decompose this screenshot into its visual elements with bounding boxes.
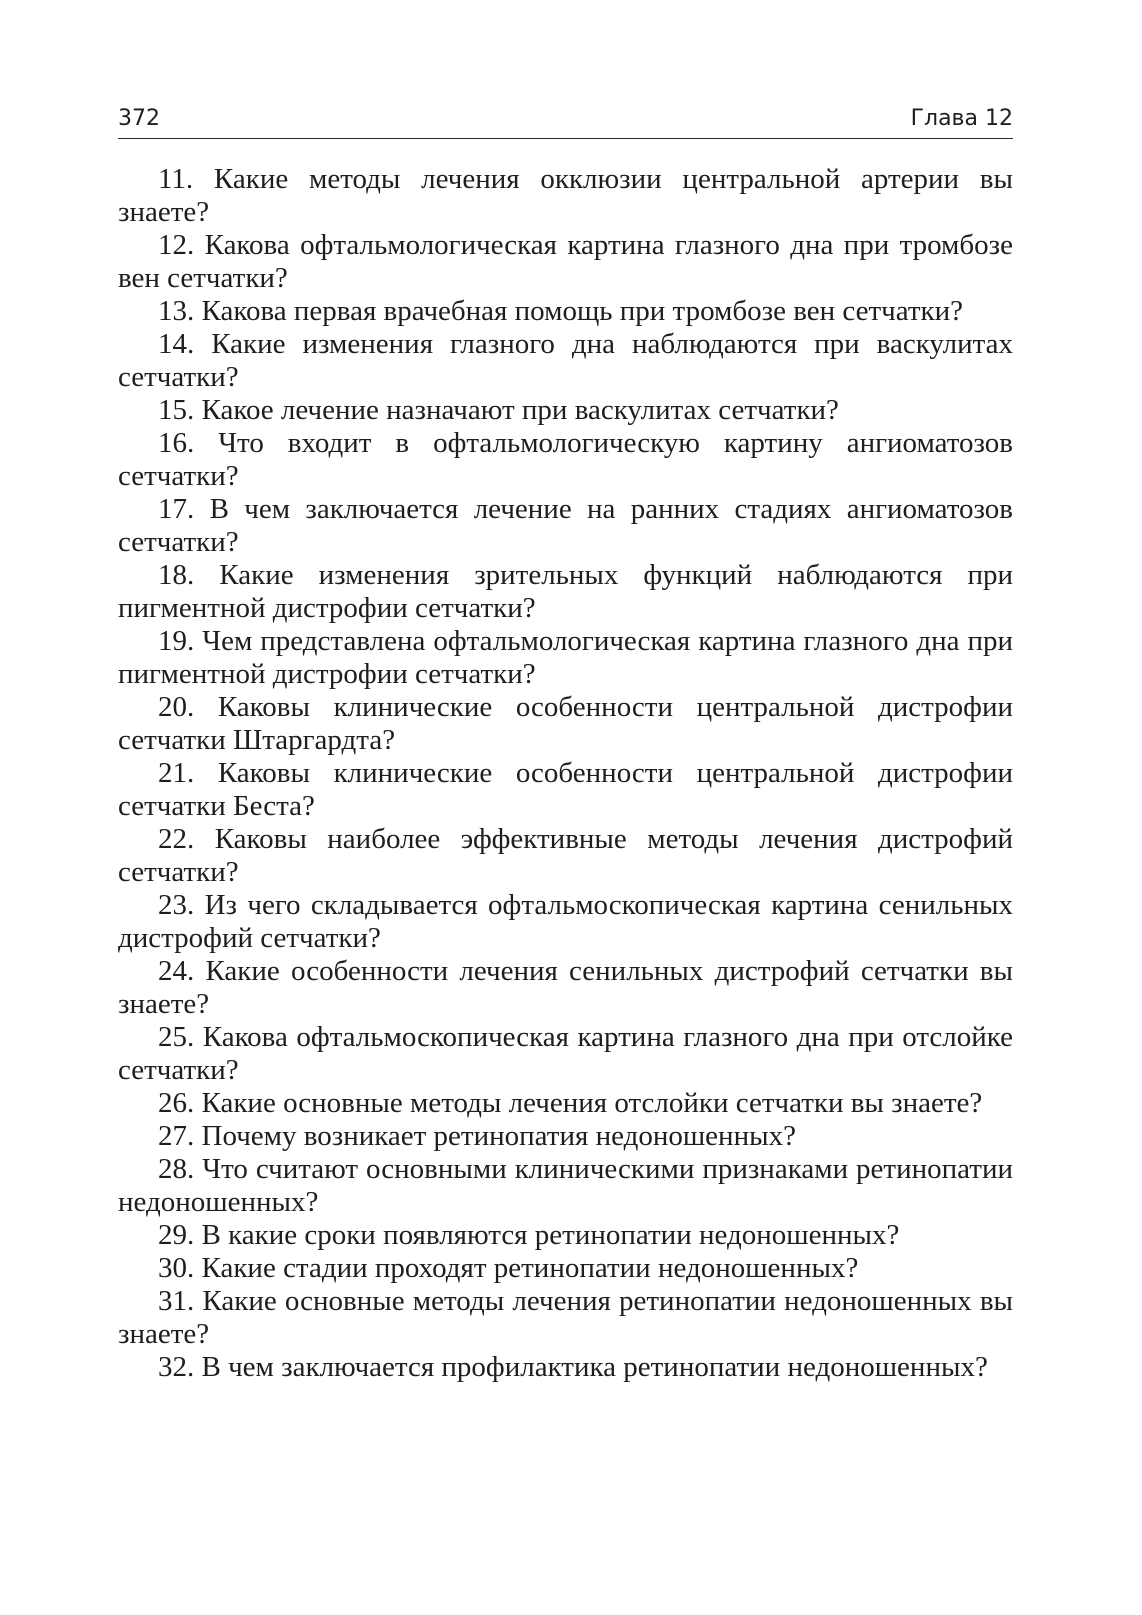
question-20: 20. Каковы клинические особенности центральной дистрофии сетчатки Штаргардта? xyxy=(118,691,1013,756)
question-22: 22. Каковы наиболее эффективные методы лечения дистрофий сетчатки? xyxy=(118,823,1013,888)
question-23: 23. Из чего складывается офтальмоскопическая картина сенильных дистрофий сетчатки? xyxy=(118,889,1013,954)
question-27: 27. Почему возникает ретинопатия недоношенных? xyxy=(158,1120,796,1152)
question-21: 21. Каковы клинические особенности центральной дистрофии сетчатки Беста? xyxy=(118,757,1013,822)
question-18: 18. Какие изменения зрительных функций наблюдаются при пигментной дистрофии сетчатки? xyxy=(118,559,1013,624)
question-31: 31. Какие основные методы лечения ретинопатии недоношенных вы знаете? xyxy=(118,1285,1013,1350)
question-13: 13. Какова первая врачебная помощь при тромбозе вен сетчатки? xyxy=(158,295,964,327)
question-25: 25. Какова офтальмоскопическая картина глазного дна при отслойке сетчатки? xyxy=(118,1021,1013,1086)
page-number: 372 xyxy=(118,106,160,131)
question-28: 28. Что считают основными клиническими признаками ретинопатии недоношенных? xyxy=(118,1153,1013,1218)
chapter-title: Глава 12 xyxy=(910,106,1013,131)
question-15: 15. Какое лечение назначают при васкулитах сетчатки? xyxy=(158,394,839,426)
question-16: 16. Что входит в офтальмологическую картину ангиоматозов сетчатки? xyxy=(118,427,1013,492)
question-30: 30. Какие стадии проходят ретинопатии недоношенных? xyxy=(158,1252,859,1284)
question-32: 32. В чем заключается профилактика ретинопатии недоношенных? xyxy=(158,1351,988,1383)
question-14: 14. Какие изменения глазного дна наблюдаются при васкулитах сетчатки? xyxy=(118,328,1013,393)
running-header xyxy=(118,104,1013,139)
question-29: 29. В какие сроки появляются ретинопатии недоношенных? xyxy=(158,1219,900,1251)
question-list xyxy=(118,163,1013,1384)
question-11: 11. Какие методы лечения окклюзии центральной артерии вы знаете? xyxy=(118,163,1013,228)
question-12: 12. Какова офтальмологическая картина глазного дна при тромбозе вен сетчатки? xyxy=(118,229,1013,294)
question-17: 17. В чем заключается лечение на ранних стадиях ангиоматозов сетчатки? xyxy=(118,493,1013,558)
question-19: 19. Чем представлена офтальмологическая картина глазного дна при пигментной дистрофии сетчатки? xyxy=(118,625,1013,690)
question-26: 26. Какие основные методы лечения отслойки сетчатки вы знаете? xyxy=(158,1087,983,1119)
question-24: 24. Какие особенности лечения сенильных дистрофий сетчатки вы знаете? xyxy=(118,955,1013,1020)
